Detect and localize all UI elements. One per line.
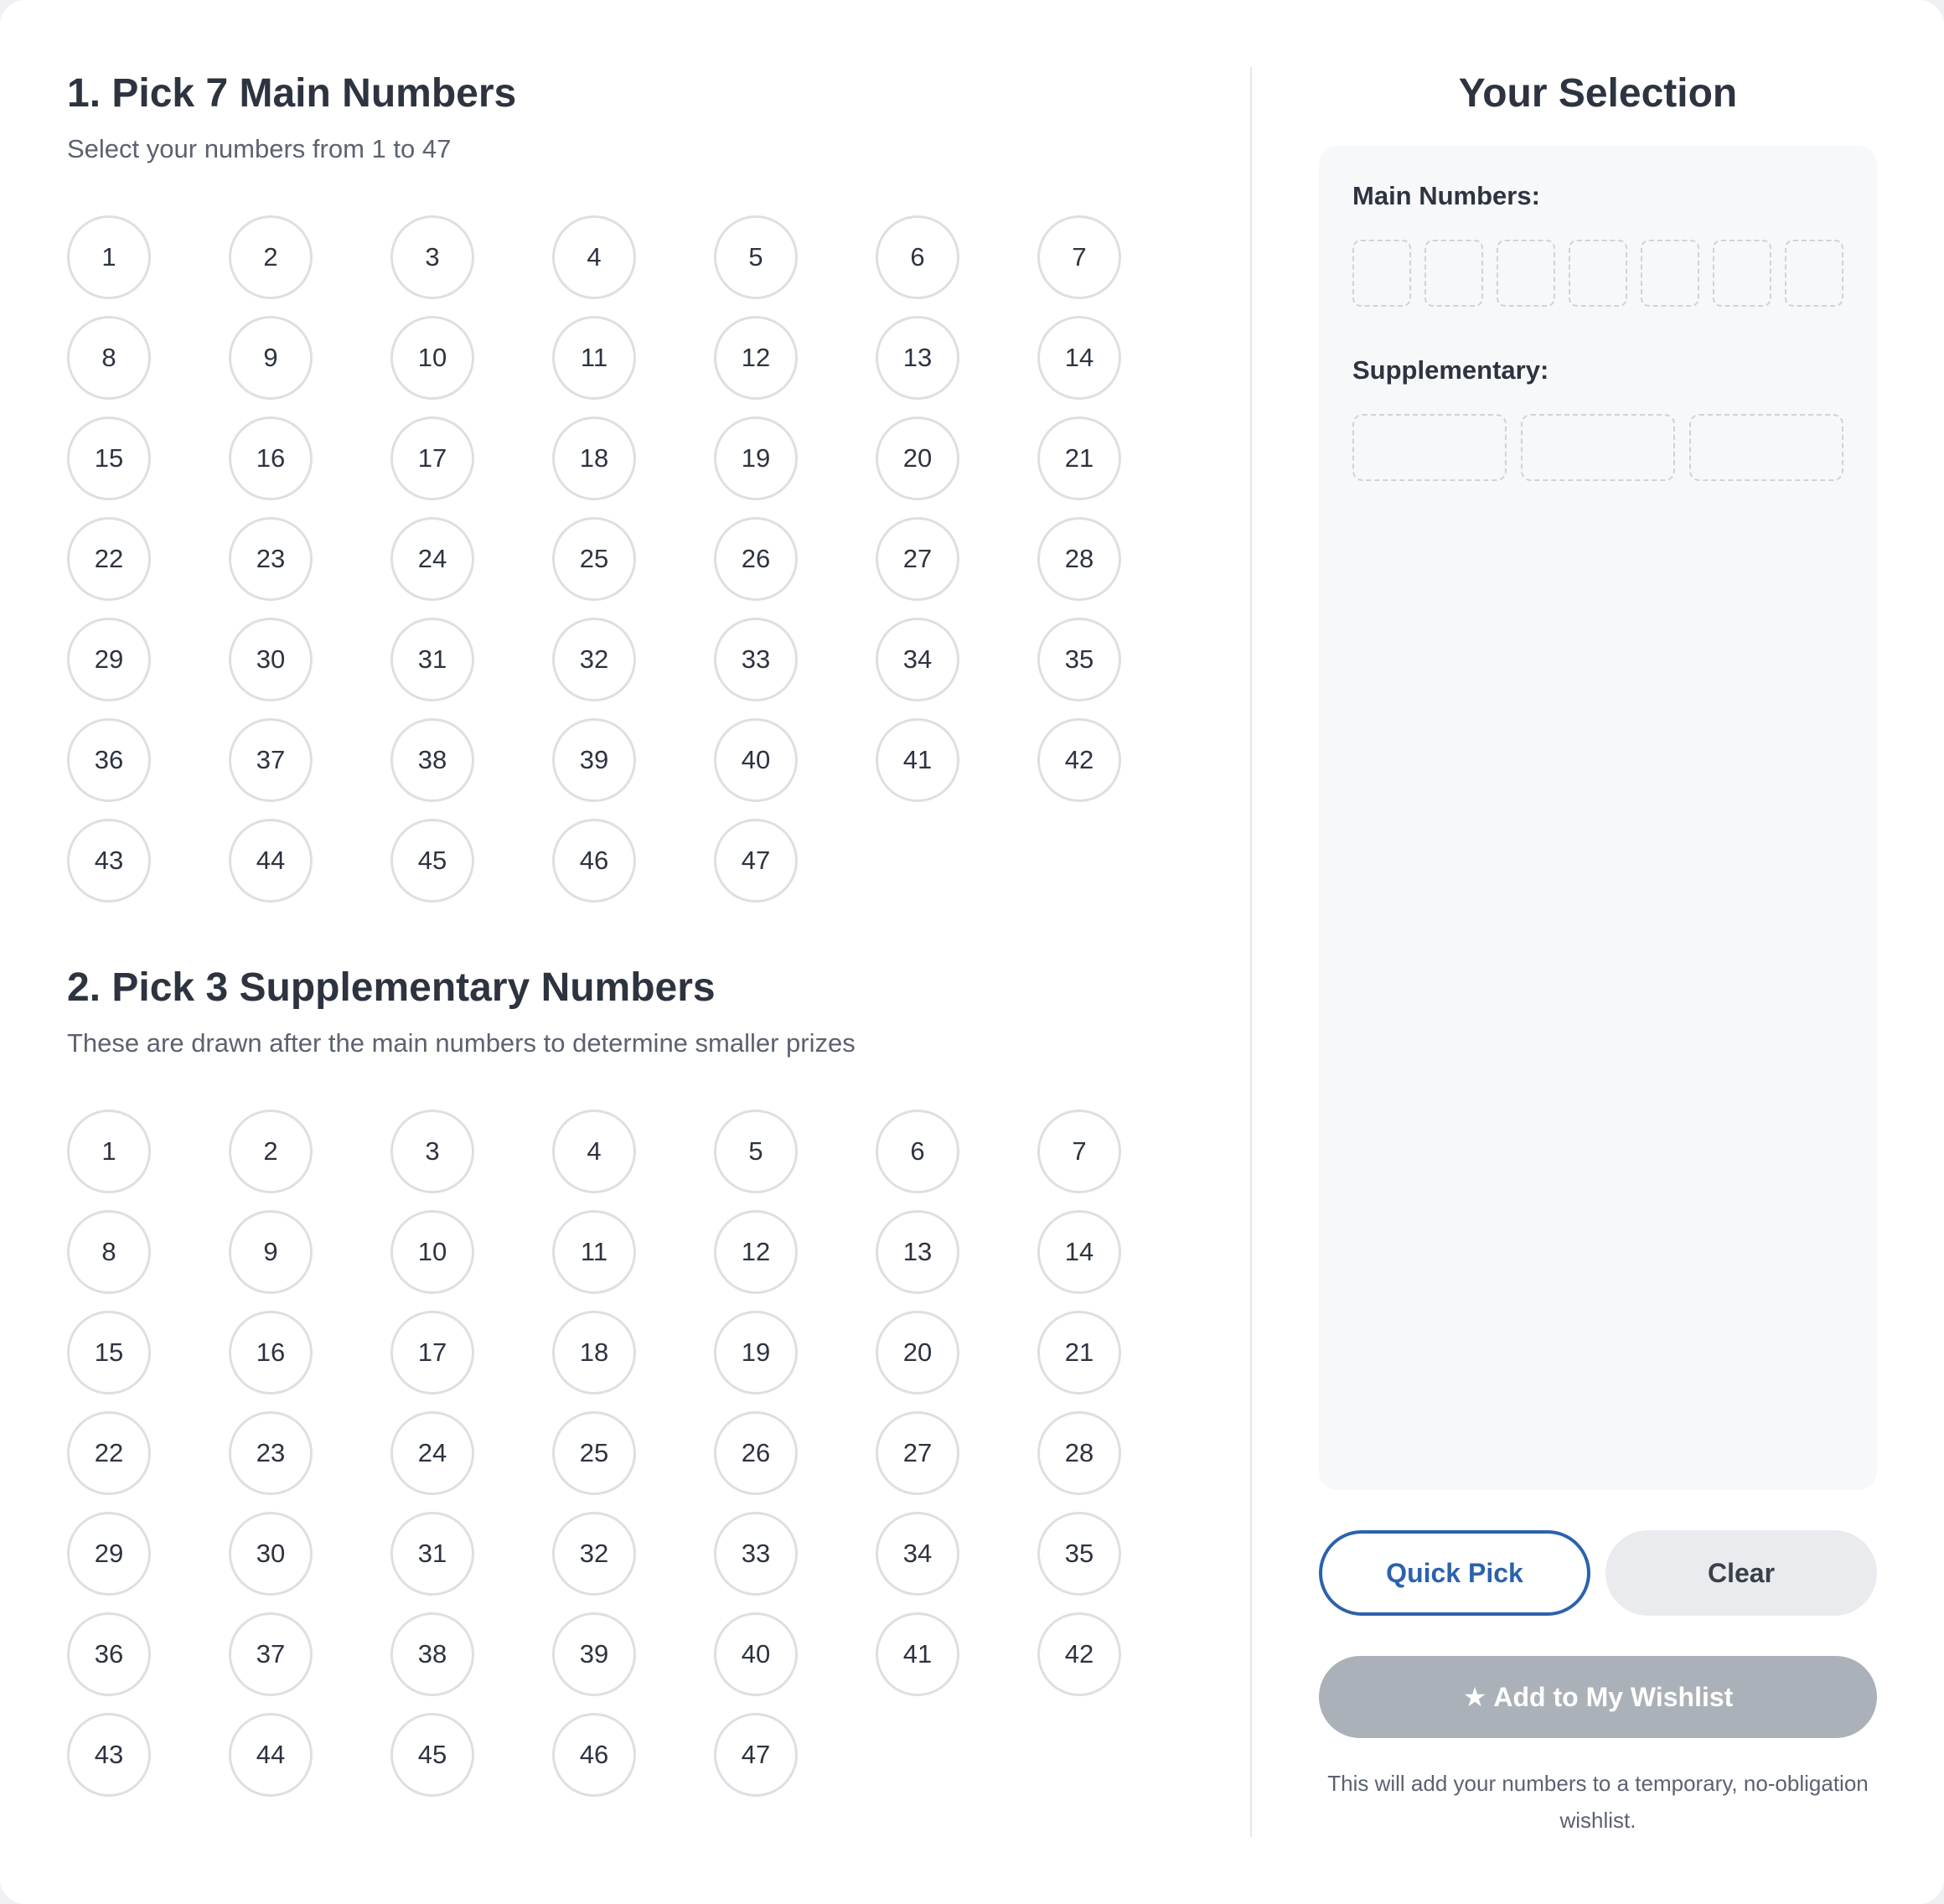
supplementary-number-grid — [67, 1110, 1207, 1797]
supp-number-40[interactable]: 40 — [714, 1612, 798, 1696]
supp-section-subtitle: These are drawn after the main numbers to determine smaller prizes — [67, 1028, 856, 1058]
main-number-43[interactable]: 43 — [67, 819, 151, 903]
supp-number-11[interactable]: 11 — [552, 1210, 636, 1294]
main-number-36[interactable]: 36 — [67, 718, 151, 802]
main-number-25[interactable]: 25 — [552, 517, 636, 601]
supp-number-38[interactable]: 38 — [390, 1612, 474, 1696]
supp-number-32[interactable]: 32 — [552, 1512, 636, 1596]
supp-number-13[interactable]: 13 — [876, 1210, 959, 1294]
main-number-15[interactable]: 15 — [67, 416, 151, 500]
main-number-12[interactable]: 12 — [714, 316, 798, 400]
main-number-24[interactable]: 24 — [390, 517, 474, 601]
main-number-slot — [1497, 240, 1555, 307]
supp-number-6[interactable]: 6 — [876, 1110, 959, 1193]
main-number-8[interactable]: 8 — [67, 316, 151, 400]
supp-number-26[interactable]: 26 — [714, 1411, 798, 1495]
main-number-39[interactable]: 39 — [552, 718, 636, 802]
supp-number-28[interactable]: 28 — [1037, 1411, 1121, 1495]
supp-number-16[interactable]: 16 — [229, 1311, 313, 1394]
main-number-27[interactable]: 27 — [876, 517, 959, 601]
supp-number-7[interactable]: 7 — [1037, 1110, 1121, 1193]
main-number-13[interactable]: 13 — [876, 316, 959, 400]
supp-number-20[interactable]: 20 — [876, 1311, 959, 1394]
main-number-17[interactable]: 17 — [390, 416, 474, 500]
wishlist-button-label: Add to My Wishlist — [1493, 1681, 1734, 1712]
supp-number-45[interactable]: 45 — [390, 1713, 474, 1797]
supp-number-47[interactable]: 47 — [714, 1713, 798, 1797]
main-number-29[interactable]: 29 — [67, 618, 151, 701]
main-number-18[interactable]: 18 — [552, 416, 636, 500]
main-number-10[interactable]: 10 — [390, 316, 474, 400]
supp-number-18[interactable]: 18 — [552, 1311, 636, 1394]
main-number-34[interactable]: 34 — [876, 618, 959, 701]
clear-button[interactable]: Clear — [1605, 1530, 1877, 1616]
main-number-23[interactable]: 23 — [229, 517, 313, 601]
supp-number-10[interactable]: 10 — [390, 1210, 474, 1294]
main-number-6[interactable]: 6 — [876, 215, 959, 299]
main-number-45[interactable]: 45 — [390, 819, 474, 903]
supp-number-12[interactable]: 12 — [714, 1210, 798, 1294]
supp-number-17[interactable]: 17 — [390, 1311, 474, 1394]
supp-number-3[interactable]: 3 — [390, 1110, 474, 1193]
main-number-slots — [1352, 240, 1843, 307]
main-number-3[interactable]: 3 — [390, 215, 474, 299]
supp-number-4[interactable]: 4 — [552, 1110, 636, 1193]
supp-number-36[interactable]: 36 — [67, 1612, 151, 1696]
supp-number-44[interactable]: 44 — [229, 1713, 313, 1797]
main-number-4[interactable]: 4 — [552, 215, 636, 299]
supp-number-14[interactable]: 14 — [1037, 1210, 1121, 1294]
main-number-46[interactable]: 46 — [552, 819, 636, 903]
supp-number-8[interactable]: 8 — [67, 1210, 151, 1294]
main-number-slot — [1424, 240, 1483, 307]
main-section-subtitle: Select your numbers from 1 to 47 — [67, 134, 452, 163]
main-number-19[interactable]: 19 — [714, 416, 798, 500]
main-numbers-section — [67, 67, 1207, 903]
main-number-20[interactable]: 20 — [876, 416, 959, 500]
main-number-38[interactable]: 38 — [390, 718, 474, 802]
main-number-14[interactable]: 14 — [1037, 316, 1121, 400]
supp-number-2[interactable]: 2 — [229, 1110, 313, 1193]
main-number-37[interactable]: 37 — [229, 718, 313, 802]
selection-panel — [1319, 146, 1877, 1490]
supp-number-46[interactable]: 46 — [552, 1713, 636, 1797]
selection-sidebar — [1319, 67, 1877, 1833]
main-section-title: 1. Pick 7 Main Numbers — [67, 71, 517, 116]
main-number-41[interactable]: 41 — [876, 718, 959, 802]
supp-number-23[interactable]: 23 — [229, 1411, 313, 1495]
supp-number-1[interactable]: 1 — [67, 1110, 151, 1193]
supp-number-9[interactable]: 9 — [229, 1210, 313, 1294]
supp-number-19[interactable]: 19 — [714, 1311, 798, 1394]
supp-number-34[interactable]: 34 — [876, 1512, 959, 1596]
supp-number-15[interactable]: 15 — [67, 1311, 151, 1394]
supp-number-25[interactable]: 25 — [552, 1411, 636, 1495]
add-to-wishlist-button[interactable] — [1319, 1656, 1877, 1738]
supplementary-numbers-section — [67, 961, 1207, 1797]
supp-number-41[interactable]: 41 — [876, 1612, 959, 1696]
supp-number-43[interactable]: 43 — [67, 1713, 151, 1797]
supp-number-33[interactable]: 33 — [714, 1512, 798, 1596]
main-number-21[interactable]: 21 — [1037, 416, 1121, 500]
main-number-26[interactable]: 26 — [714, 517, 798, 601]
supp-number-30[interactable]: 30 — [229, 1512, 313, 1596]
main-number-32[interactable]: 32 — [552, 618, 636, 701]
action-buttons — [1319, 1530, 1877, 1616]
main-number-22[interactable]: 22 — [67, 517, 151, 601]
supp-number-24[interactable]: 24 — [390, 1411, 474, 1495]
selection-title: Your Selection — [1458, 71, 1738, 116]
main-number-slot — [1785, 240, 1843, 307]
supplementary-slots — [1352, 414, 1843, 481]
main-number-11[interactable]: 11 — [552, 316, 636, 400]
supplementary-label: Supplementary: — [1352, 355, 1549, 385]
supp-number-21[interactable]: 21 — [1037, 1311, 1121, 1394]
main-number-grid — [67, 215, 1207, 903]
main-number-42[interactable]: 42 — [1037, 718, 1121, 802]
main-number-1[interactable]: 1 — [67, 215, 151, 299]
supplementary-slot — [1689, 414, 1843, 481]
main-number-7[interactable]: 7 — [1037, 215, 1121, 299]
column-divider — [1250, 67, 1252, 1837]
supplementary-slot — [1521, 414, 1675, 481]
main-numbers-label: Main Numbers: — [1352, 181, 1540, 210]
main-number-30[interactable]: 30 — [229, 618, 313, 701]
main-number-16[interactable]: 16 — [229, 416, 313, 500]
supp-number-22[interactable]: 22 — [67, 1411, 151, 1495]
supplementary-slot — [1352, 414, 1507, 481]
main-number-44[interactable]: 44 — [229, 819, 313, 903]
supp-section-title: 2. Pick 3 Supplementary Numbers — [67, 965, 716, 1010]
main-number-2[interactable]: 2 — [229, 215, 313, 299]
supp-number-27[interactable]: 27 — [876, 1411, 959, 1495]
main-number-5[interactable]: 5 — [714, 215, 798, 299]
main-number-40[interactable]: 40 — [714, 718, 798, 802]
supp-number-31[interactable]: 31 — [390, 1512, 474, 1596]
main-number-28[interactable]: 28 — [1037, 517, 1121, 601]
main-number-35[interactable]: 35 — [1037, 618, 1121, 701]
main-number-47[interactable]: 47 — [714, 819, 798, 903]
supp-number-5[interactable]: 5 — [714, 1110, 798, 1193]
main-number-9[interactable]: 9 — [229, 316, 313, 400]
supp-number-39[interactable]: 39 — [552, 1612, 636, 1696]
supp-number-42[interactable]: 42 — [1037, 1612, 1121, 1696]
number-picker — [67, 67, 1207, 1797]
main-number-33[interactable]: 33 — [714, 618, 798, 701]
wishlist-note: This will add your numbers to a temporary, no-obligation wishlist. — [1327, 1771, 1869, 1833]
main-number-slot — [1641, 240, 1699, 307]
supp-number-35[interactable]: 35 — [1037, 1512, 1121, 1596]
main-number-31[interactable]: 31 — [390, 618, 474, 701]
supp-number-37[interactable]: 37 — [229, 1612, 313, 1696]
main-number-slot — [1352, 240, 1411, 307]
star-icon: ★ — [1462, 1682, 1487, 1712]
main-number-slot — [1713, 240, 1771, 307]
quick-pick-button[interactable]: Quick Pick — [1319, 1530, 1590, 1616]
supp-number-29[interactable]: 29 — [67, 1512, 151, 1596]
main-number-slot — [1569, 240, 1627, 307]
